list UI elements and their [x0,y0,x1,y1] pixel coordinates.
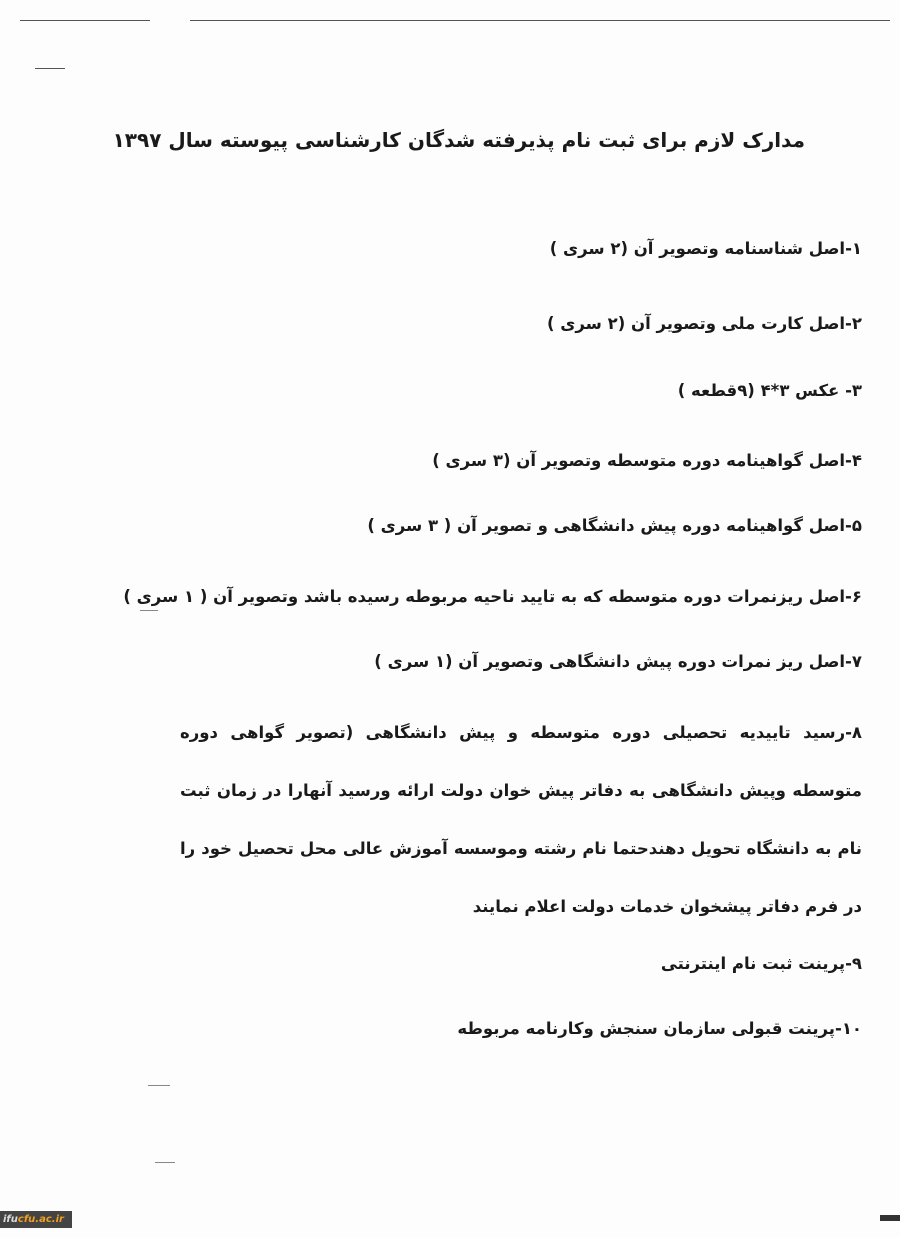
list-item-10: ۱۰-پرینت قبولی سازمان سنجش وکارنامه مربوطه [457,1019,862,1038]
scan-speck [140,610,158,611]
scan-mark [35,68,65,69]
list-item-8: ۸-رسید تاییدیه تحصیلی دوره متوسطه و پیش دانشگاهی (تصویر گواهی دوره متوسطه وپیش دانشگاهی به دفاتر پیش خوان دولت ارائه ورسید آنهارا در زمان ثبت نام به دانشگاه تحویل دهندحتما نام رشته وموسسه آموزش عالی محل تحصیل خود را در فرم دفاتر پیشخوان خدمات دولت اعلام نمایند [180,723,862,916]
list-item-1: ۱-اصل شناسنامه وتصویر آن (۲ سری ) [549,239,862,258]
scan-speck [880,1215,900,1221]
list-item-7: ۷-اصل ریز نمرات دوره پیش دانشگاهی وتصویر آن (۱ سری ) [374,652,862,671]
watermark-logo-text: ifu [3,1214,18,1225]
page-title: مدارک لازم برای ثبت نام پذیرفته شدگان کارشناسی پیوسته سال ۱۳۹۷ [112,128,805,152]
watermark-site: cfu.ac.ir [17,1214,64,1225]
watermark-logo [0,1211,72,1228]
list-item-4: ۴-اصل گواهینامه دوره متوسطه وتصویر آن (۳ سری ) [432,451,862,470]
scan-speck [148,1085,170,1086]
scan-speck [155,1162,175,1163]
list-item-9: ۹-پرینت ثبت نام اینترنتی [660,954,862,973]
top-rule-left [20,20,150,21]
list-item-5: ۵-اصل گواهینامه دوره پیش دانشگاهی و تصویر آن ( ۳ سری ) [367,516,862,535]
list-item-3: ۳- عکس ۳*۴ (۹قطعه ) [677,381,862,400]
top-rule [190,20,890,21]
list-item-6: ۶-اصل ریزنمرات دوره متوسطه که به تایید ناحیه مربوطه رسیده باشد وتصویر آن ( ۱ سری ) [123,587,862,606]
list-item-2: ۲-اصل کارت ملی وتصویر آن (۲ سری ) [546,314,862,333]
